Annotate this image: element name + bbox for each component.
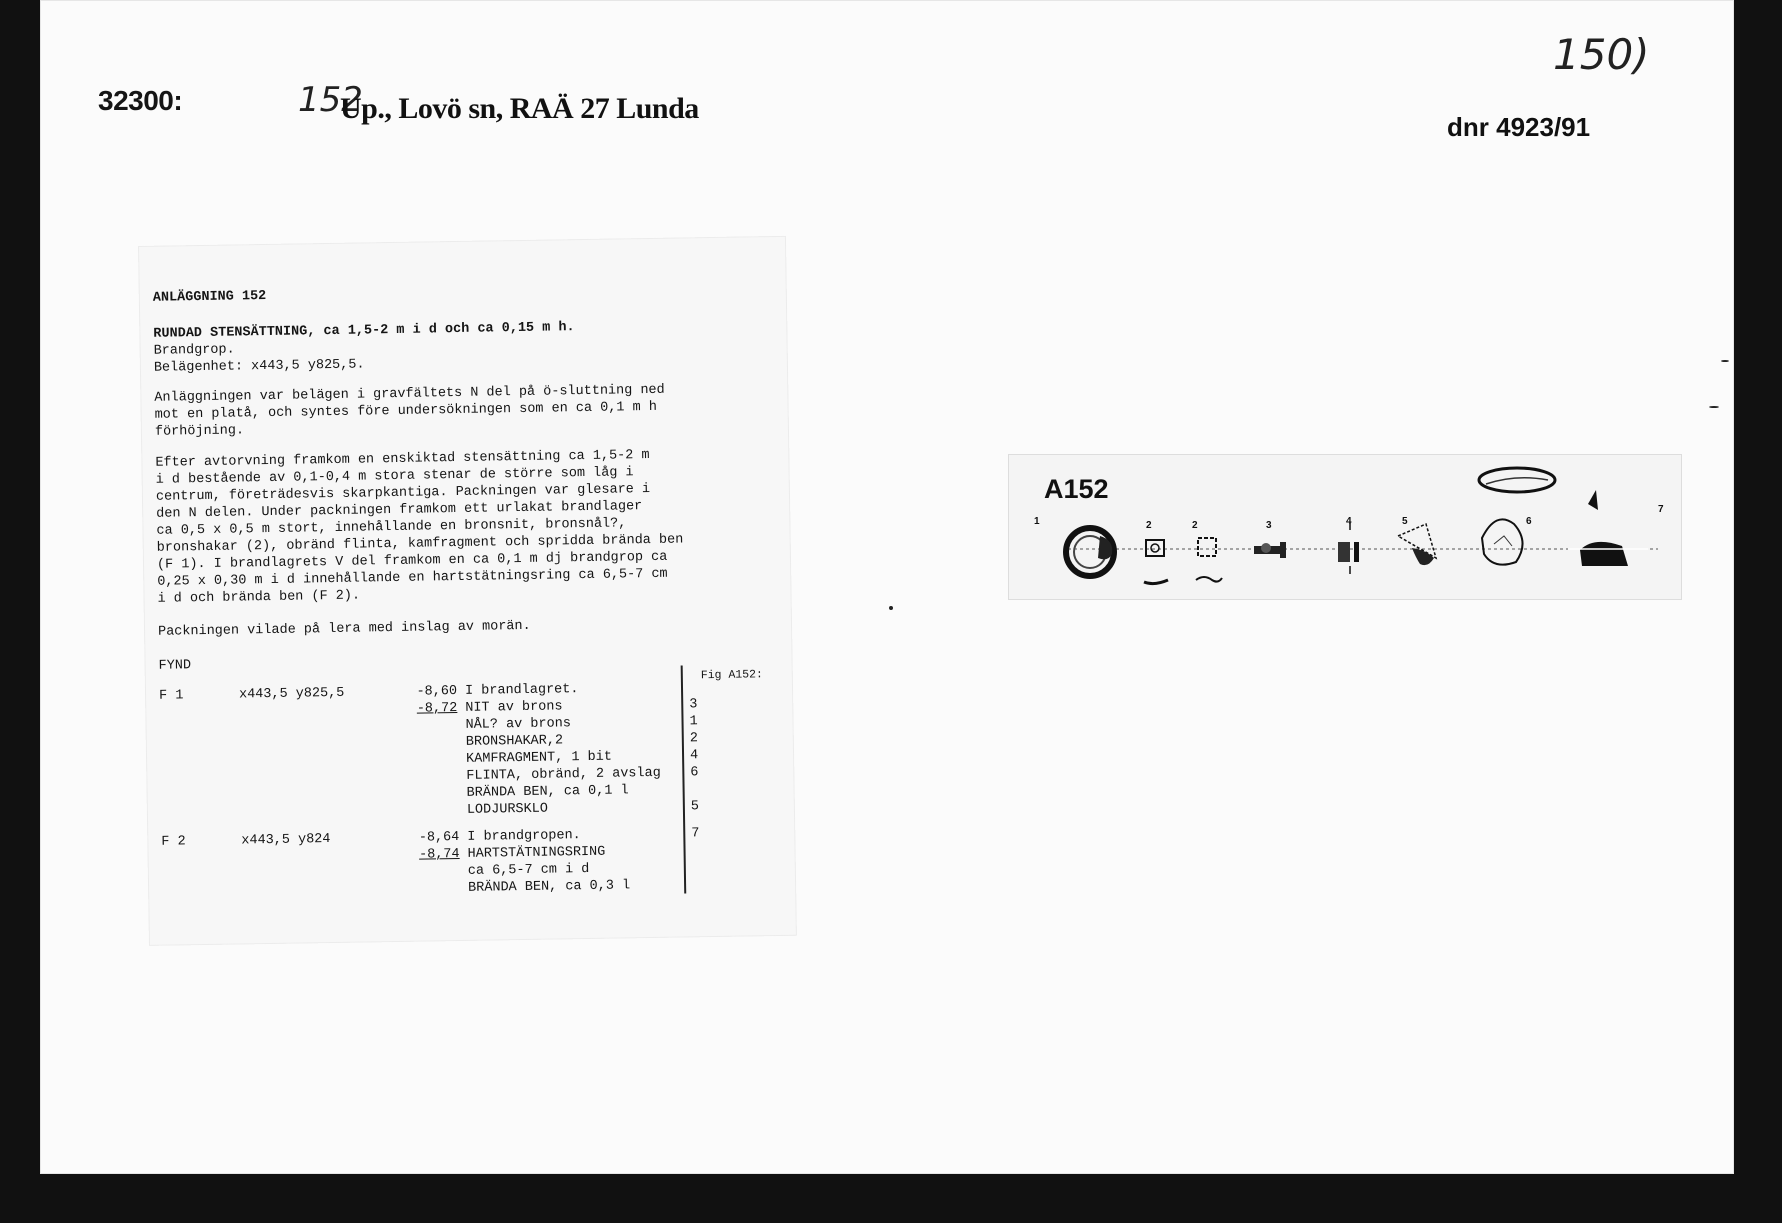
figure-number: 3 (1266, 520, 1272, 531)
report-line: Anläggningen var belägen i gravfältets N del på ö-sluttning ned (154, 382, 665, 406)
find-figure-number: 3 (689, 697, 698, 713)
excavation-report-clipping (138, 236, 797, 946)
flint-drawing (1479, 468, 1555, 565)
report-title: ANLÄGGNING 152 (152, 288, 267, 306)
figure-number: 7 (1658, 504, 1664, 515)
finds-figure-strip (1008, 454, 1682, 600)
finds-drawings (1008, 454, 1682, 600)
figure-number: 1 (1034, 516, 1040, 527)
find-id: F 2 (161, 834, 186, 850)
report-line: mot en platå, och syntes före undersökningen som en ca 0,1 m h (154, 399, 658, 423)
find-id: F 1 (158, 688, 184, 704)
find-depth: -8,74 (418, 847, 460, 863)
report-line: 0,25 x 0,30 m i d innehållande en hartstätningsring ca 6,5-7 cm (157, 566, 668, 590)
finds-table (158, 678, 779, 896)
sealing-ring-drawing (1568, 490, 1648, 566)
claw-drawing (1398, 524, 1436, 565)
speck (889, 606, 893, 610)
find-depth: -8,72 (416, 701, 458, 717)
figure-number: 2 (1146, 520, 1152, 531)
find-description: KAMFRAGMENT, 1 bit (465, 749, 613, 767)
report-line: bronshakar (2), obränd flinta, kamfragment och spridda brända ben (156, 532, 684, 556)
find-depth (408, 751, 458, 752)
fynd-heading: FYND (158, 658, 192, 674)
find-description: FLINTA, obränd, 2 avslag (466, 765, 661, 784)
find-depth (409, 785, 459, 786)
figure-number: 5 (1402, 516, 1408, 527)
find-figure-number: 7 (691, 826, 700, 842)
hook-drawing (1144, 538, 1222, 584)
find-depth (409, 802, 459, 803)
pin-drawing (1066, 528, 1114, 576)
find-description: BRONSHAKAR,2 (465, 733, 564, 750)
figure-number: 2 (1192, 520, 1198, 531)
find-description: BRÄNDA BEN, ca 0,3 l (468, 878, 631, 896)
find-depth (408, 734, 458, 735)
find-figure-number: 6 (690, 765, 699, 781)
find-coordinates: x443,5 y824 (241, 832, 331, 849)
dnr-number: dnr 4923/91 (1447, 112, 1591, 142)
site-title: Up., Lovö sn, RAÄ 27 Lunda (340, 92, 699, 125)
report-line: den N delen. Under packningen framkom ett urlakat brandlager (156, 499, 643, 522)
fig-heading: Fig A152: (700, 668, 764, 683)
speck (1709, 406, 1719, 408)
table-divider (681, 665, 687, 893)
find-description: LODJURSKLO (466, 801, 549, 818)
find-depth (408, 768, 458, 769)
handwritten-page-number: 150) (1553, 30, 1650, 79)
report-line: Belägenhet: x443,5 y825,5. (153, 357, 365, 376)
archive-card (40, 0, 1734, 1174)
figure-title: A152 (1044, 474, 1109, 504)
find-description: NÅL? av brons (465, 716, 572, 733)
find-description: I brandlagret. (464, 682, 579, 699)
find-figure-number: 1 (689, 714, 698, 730)
find-depth: -8,60 (416, 684, 458, 700)
find-description: NIT av brons (465, 699, 563, 716)
speck (1721, 360, 1729, 362)
find-figure-number: 4 (689, 748, 699, 764)
find-depth (410, 880, 460, 881)
report-line: (F 1). I brandlagrets V del framkom en ca 0,1 m dj brandgrop ca (156, 549, 668, 573)
report-line: i d bestående av 0,1-0,4 m stora stenar de större som låg i (155, 465, 634, 488)
figure-number: 4 (1346, 516, 1352, 527)
figure-number: 6 (1526, 516, 1532, 527)
report-line: RUNDAD STENSÄTTNING, ca 1,5-2 m i d och ca 0,15 m h. (153, 320, 575, 342)
report-line: förhöjning. (154, 423, 245, 440)
accession-number: 32300: (98, 85, 183, 116)
find-coordinates: x443,5 y825,5 (238, 685, 345, 703)
find-depth: -8,64 (418, 830, 460, 846)
report-line: centrum, företrädesvis skarpkantiga. Packningen var glesare i (155, 481, 651, 505)
find-figure-number: 2 (689, 731, 699, 747)
find-description: ca 6,5-7 cm i d (467, 861, 590, 879)
report-line: ca 0,5 x 0,5 m stort, innehållande en bronsnit, bronsnål?, (156, 516, 627, 539)
find-description: I brandgropen. (467, 828, 581, 845)
rivet-drawing (1254, 542, 1286, 558)
report-line: Packningen vilade på lera med inslag av morän. (157, 618, 531, 640)
handwritten-feature-number: 152 (298, 80, 363, 120)
report-line: Brandgrop. (153, 342, 235, 359)
find-description: BRÄNDA BEN, ca 0,1 l (466, 783, 629, 801)
report-line: Efter avtorvning framkom en enskiktad stensättning ca 1,5-2 m (155, 447, 650, 471)
find-description: HARTSTÄTNINGSRING (467, 844, 606, 862)
report-line: i d och brända ben (F 2). (157, 588, 361, 607)
comb-drawing (1338, 522, 1359, 574)
find-figure-number: 5 (690, 799, 700, 815)
